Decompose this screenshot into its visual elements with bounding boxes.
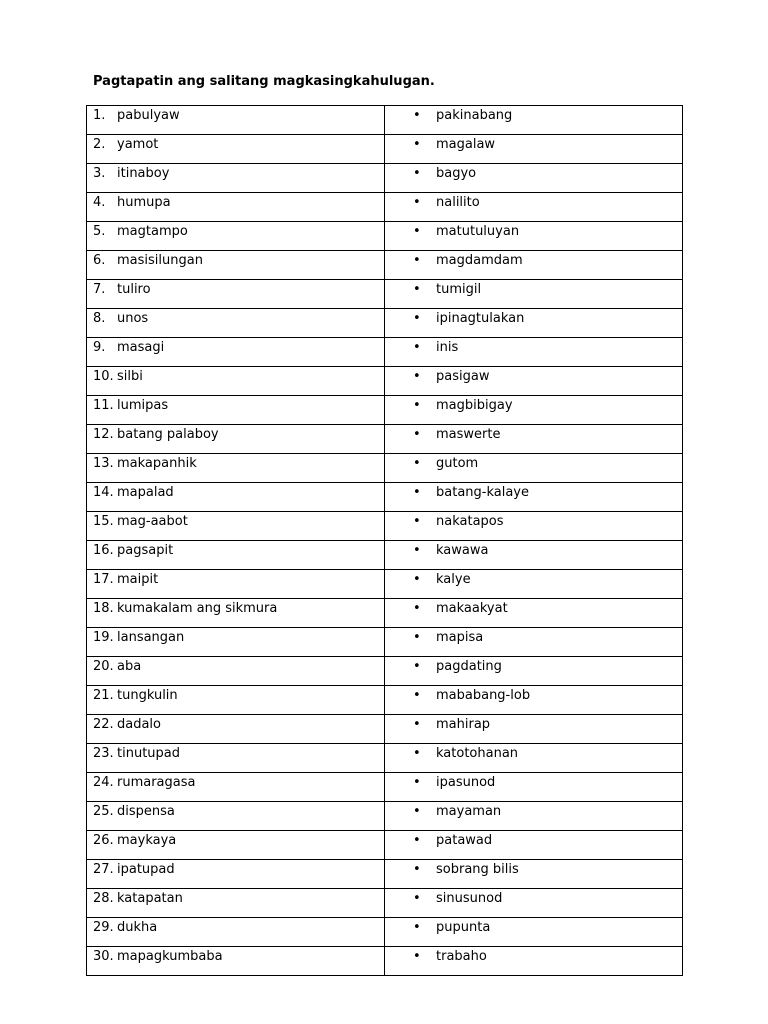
- term-text: batang palaboy: [117, 427, 219, 442]
- term-cell-content: [87, 222, 384, 240]
- match-cell-content: [385, 164, 682, 182]
- bullet-icon: •: [413, 398, 421, 413]
- term-cell-content: [87, 483, 384, 501]
- item-number: 18.: [93, 601, 114, 616]
- item-number: 14.: [93, 485, 114, 500]
- bullet-icon: •: [413, 427, 421, 442]
- match-cell: [385, 715, 683, 744]
- term-cell-content: [87, 570, 384, 588]
- term-cell-content: [87, 338, 384, 356]
- term-cell-content: [87, 860, 384, 878]
- match-cell: [385, 396, 683, 425]
- table-row: [87, 193, 683, 222]
- bullet-icon: •: [413, 456, 421, 471]
- match-cell-content: [385, 831, 682, 849]
- match-cell: [385, 744, 683, 773]
- term-cell-content: [87, 773, 384, 791]
- term-cell: [87, 541, 385, 570]
- match-cell: [385, 280, 683, 309]
- match-text: magbibigay: [436, 398, 513, 413]
- term-text: dispensa: [117, 804, 175, 819]
- match-cell-content: [385, 947, 682, 965]
- term-cell-content: [87, 309, 384, 327]
- table-row: [87, 918, 683, 947]
- item-number: 23.: [93, 746, 114, 761]
- item-number: 29.: [93, 920, 114, 935]
- term-cell: [87, 599, 385, 628]
- term-text: tinutupad: [117, 746, 180, 761]
- bullet-icon: •: [413, 195, 421, 210]
- term-cell-content: [87, 715, 384, 733]
- bullet-icon: •: [413, 166, 421, 181]
- match-cell: [385, 338, 683, 367]
- term-text: tungkulin: [117, 688, 178, 703]
- term-cell-content: [87, 164, 384, 182]
- match-cell-content: [385, 889, 682, 907]
- bullet-icon: •: [413, 224, 421, 239]
- term-cell: [87, 947, 385, 976]
- match-cell: [385, 135, 683, 164]
- item-number: 8.: [93, 311, 106, 326]
- match-cell-content: [385, 512, 682, 530]
- item-number: 4.: [93, 195, 106, 210]
- term-cell: [87, 773, 385, 802]
- bullet-icon: •: [413, 282, 421, 297]
- match-cell: [385, 193, 683, 222]
- term-text: lansangan: [117, 630, 185, 645]
- term-text: masisilungan: [117, 253, 203, 268]
- term-cell-content: [87, 135, 384, 153]
- match-cell: [385, 483, 683, 512]
- bullet-icon: •: [413, 920, 421, 935]
- item-number: 1.: [93, 108, 106, 123]
- bullet-icon: •: [413, 311, 421, 326]
- table-row: [87, 164, 683, 193]
- match-cell: [385, 106, 683, 135]
- match-cell-content: [385, 628, 682, 646]
- table-row: [87, 338, 683, 367]
- term-cell: [87, 686, 385, 715]
- term-cell: [87, 744, 385, 773]
- match-text: inis: [436, 340, 459, 355]
- term-cell: [87, 164, 385, 193]
- term-cell: [87, 280, 385, 309]
- term-text: katapatan: [117, 891, 183, 906]
- match-cell: [385, 831, 683, 860]
- table-row: [87, 454, 683, 483]
- table-row: [87, 744, 683, 773]
- match-text: batang-kalaye: [436, 485, 529, 500]
- table-row: [87, 135, 683, 164]
- item-number: 25.: [93, 804, 114, 819]
- term-cell: [87, 889, 385, 918]
- term-cell: [87, 860, 385, 889]
- match-cell-content: [385, 860, 682, 878]
- term-text: pagsapit: [117, 543, 174, 558]
- term-text: lumipas: [117, 398, 169, 413]
- match-text: pakinabang: [436, 108, 513, 123]
- match-cell: [385, 802, 683, 831]
- term-text: tuliro: [117, 282, 151, 297]
- bullet-icon: •: [413, 775, 421, 790]
- table-row: [87, 222, 683, 251]
- table-row: [87, 686, 683, 715]
- match-text: maswerte: [436, 427, 501, 442]
- bullet-icon: •: [413, 804, 421, 819]
- match-cell: [385, 541, 683, 570]
- term-text: dadalo: [117, 717, 162, 732]
- table-row: [87, 628, 683, 657]
- bullet-icon: •: [413, 862, 421, 877]
- term-cell: [87, 802, 385, 831]
- term-cell-content: [87, 541, 384, 559]
- table-row: [87, 396, 683, 425]
- term-cell-content: [87, 918, 384, 936]
- term-cell: [87, 338, 385, 367]
- term-cell: [87, 454, 385, 483]
- match-cell-content: [385, 309, 682, 327]
- match-cell: [385, 164, 683, 193]
- match-cell-content: [385, 657, 682, 675]
- bullet-icon: •: [413, 949, 421, 964]
- match-cell: [385, 773, 683, 802]
- match-cell: [385, 367, 683, 396]
- match-text: makaakyat: [436, 601, 508, 616]
- match-text: kalye: [436, 572, 471, 587]
- bullet-icon: •: [413, 601, 421, 616]
- bullet-icon: •: [413, 108, 421, 123]
- bullet-icon: •: [413, 659, 421, 674]
- match-cell-content: [385, 338, 682, 356]
- term-text: kumakalam ang sikmura: [117, 601, 278, 616]
- table-row: [87, 309, 683, 338]
- table-row: [87, 889, 683, 918]
- table-row: [87, 541, 683, 570]
- match-text: nalilito: [436, 195, 480, 210]
- term-cell: [87, 425, 385, 454]
- bullet-icon: •: [413, 717, 421, 732]
- match-cell-content: [385, 280, 682, 298]
- item-number: 12.: [93, 427, 114, 442]
- match-text: mababang-lob: [436, 688, 531, 703]
- match-cell-content: [385, 541, 682, 559]
- term-cell-content: [87, 106, 384, 124]
- term-text: rumaragasa: [117, 775, 196, 790]
- item-number: 7.: [93, 282, 106, 297]
- match-text: mahirap: [436, 717, 491, 732]
- term-cell-content: [87, 657, 384, 675]
- term-cell: [87, 309, 385, 338]
- bullet-icon: •: [413, 253, 421, 268]
- term-cell-content: [87, 193, 384, 211]
- item-number: 19.: [93, 630, 114, 645]
- match-cell-content: [385, 483, 682, 501]
- bullet-icon: •: [413, 630, 421, 645]
- term-cell: [87, 512, 385, 541]
- match-cell-content: [385, 570, 682, 588]
- match-cell: [385, 628, 683, 657]
- table-row: [87, 657, 683, 686]
- match-text: bagyo: [436, 166, 477, 181]
- term-text: makapanhik: [117, 456, 197, 471]
- match-cell: [385, 947, 683, 976]
- table-row: [87, 947, 683, 976]
- term-cell-content: [87, 512, 384, 530]
- match-cell-content: [385, 106, 682, 124]
- term-text: silbi: [117, 369, 143, 384]
- item-number: 2.: [93, 137, 106, 152]
- term-cell: [87, 657, 385, 686]
- term-text: yamot: [117, 137, 159, 152]
- match-cell-content: [385, 773, 682, 791]
- bullet-icon: •: [413, 340, 421, 355]
- table-row: [87, 425, 683, 454]
- match-text: katotohanan: [436, 746, 519, 761]
- match-text: trabaho: [436, 949, 487, 964]
- table-row: [87, 860, 683, 889]
- term-cell: [87, 193, 385, 222]
- term-text: magtampo: [117, 224, 188, 239]
- term-cell-content: [87, 831, 384, 849]
- term-cell: [87, 483, 385, 512]
- term-text: ipatupad: [117, 862, 175, 877]
- term-text: masagi: [117, 340, 165, 355]
- match-text: ipasunod: [436, 775, 496, 790]
- table-row: [87, 106, 683, 135]
- match-cell-content: [385, 802, 682, 820]
- match-cell: [385, 425, 683, 454]
- item-number: 16.: [93, 543, 114, 558]
- match-text: mayaman: [436, 804, 502, 819]
- match-cell-content: [385, 135, 682, 153]
- item-number: 10.: [93, 369, 114, 384]
- match-cell: [385, 599, 683, 628]
- match-text: ipinagtulakan: [436, 311, 525, 326]
- item-number: 15.: [93, 514, 114, 529]
- match-cell: [385, 918, 683, 947]
- term-text: maykaya: [117, 833, 177, 848]
- item-number: 21.: [93, 688, 114, 703]
- term-cell-content: [87, 744, 384, 762]
- match-cell-content: [385, 193, 682, 211]
- term-cell-content: [87, 396, 384, 414]
- term-cell-content: [87, 686, 384, 704]
- match-text: matutuluyan: [436, 224, 520, 239]
- term-cell: [87, 918, 385, 947]
- match-cell-content: [385, 396, 682, 414]
- match-text: sobrang bilis: [436, 862, 519, 877]
- match-text: sinusunod: [436, 891, 503, 906]
- match-cell: [385, 251, 683, 280]
- match-text: magdamdam: [436, 253, 523, 268]
- item-number: 6.: [93, 253, 106, 268]
- match-cell-content: [385, 744, 682, 762]
- bullet-icon: •: [413, 833, 421, 848]
- table-row: [87, 570, 683, 599]
- term-text: mag-aabot: [117, 514, 188, 529]
- bullet-icon: •: [413, 572, 421, 587]
- term-cell-content: [87, 947, 384, 965]
- matching-table: [86, 105, 683, 976]
- term-cell: [87, 570, 385, 599]
- term-cell-content: [87, 454, 384, 472]
- matching-table-body: [87, 106, 683, 976]
- match-cell-content: [385, 715, 682, 733]
- match-text: nakatapos: [436, 514, 504, 529]
- term-cell: [87, 831, 385, 860]
- match-cell-content: [385, 918, 682, 936]
- term-text: pabulyaw: [117, 108, 180, 123]
- match-text: pasigaw: [436, 369, 490, 384]
- match-cell: [385, 889, 683, 918]
- item-number: 20.: [93, 659, 114, 674]
- match-cell: [385, 309, 683, 338]
- term-cell: [87, 628, 385, 657]
- item-number: 5.: [93, 224, 106, 239]
- item-number: 13.: [93, 456, 114, 471]
- term-cell: [87, 222, 385, 251]
- term-text: humupa: [117, 195, 171, 210]
- item-number: 9.: [93, 340, 106, 355]
- table-row: [87, 280, 683, 309]
- term-cell-content: [87, 280, 384, 298]
- item-number: 26.: [93, 833, 114, 848]
- bullet-icon: •: [413, 369, 421, 384]
- match-text: kawawa: [436, 543, 489, 558]
- term-text: maipit: [117, 572, 159, 587]
- table-row: [87, 251, 683, 280]
- bullet-icon: •: [413, 746, 421, 761]
- item-number: 30.: [93, 949, 114, 964]
- term-cell-content: [87, 628, 384, 646]
- term-cell: [87, 135, 385, 164]
- match-cell: [385, 222, 683, 251]
- match-cell: [385, 657, 683, 686]
- item-number: 24.: [93, 775, 114, 790]
- instruction-heading: Pagtapatin ang salitang magkasingkahulugan.: [93, 74, 435, 89]
- item-number: 28.: [93, 891, 114, 906]
- match-text: gutom: [436, 456, 479, 471]
- bullet-icon: •: [413, 688, 421, 703]
- table-row: [87, 802, 683, 831]
- table-row: [87, 512, 683, 541]
- match-cell: [385, 512, 683, 541]
- table-row: [87, 367, 683, 396]
- match-text: patawad: [436, 833, 493, 848]
- match-cell-content: [385, 251, 682, 269]
- match-cell-content: [385, 454, 682, 472]
- table-row: [87, 773, 683, 802]
- match-cell-content: [385, 425, 682, 443]
- table-row: [87, 483, 683, 512]
- table-row: [87, 715, 683, 744]
- item-number: 27.: [93, 862, 114, 877]
- match-text: pupunta: [436, 920, 491, 935]
- match-cell: [385, 686, 683, 715]
- item-number: 22.: [93, 717, 114, 732]
- bullet-icon: •: [413, 485, 421, 500]
- match-text: magalaw: [436, 137, 496, 152]
- term-text: aba: [117, 659, 142, 674]
- term-cell-content: [87, 889, 384, 907]
- term-cell-content: [87, 599, 384, 617]
- match-text: mapisa: [436, 630, 484, 645]
- item-number: 3.: [93, 166, 106, 181]
- term-cell: [87, 396, 385, 425]
- term-cell: [87, 251, 385, 280]
- term-cell: [87, 715, 385, 744]
- bullet-icon: •: [413, 891, 421, 906]
- term-cell-content: [87, 367, 384, 385]
- term-text: dukha: [117, 920, 158, 935]
- match-cell-content: [385, 686, 682, 704]
- table-row: [87, 599, 683, 628]
- match-cell: [385, 454, 683, 483]
- bullet-icon: •: [413, 137, 421, 152]
- match-cell-content: [385, 367, 682, 385]
- item-number: 11.: [93, 398, 114, 413]
- match-cell: [385, 860, 683, 889]
- match-text: tumigil: [436, 282, 482, 297]
- term-cell: [87, 367, 385, 396]
- term-text: mapagkumbaba: [117, 949, 223, 964]
- match-text: pagdating: [436, 659, 502, 674]
- match-cell-content: [385, 599, 682, 617]
- term-text: mapalad: [117, 485, 174, 500]
- table-row: [87, 831, 683, 860]
- bullet-icon: •: [413, 543, 421, 558]
- match-cell-content: [385, 222, 682, 240]
- match-cell: [385, 570, 683, 599]
- term-text: itinaboy: [117, 166, 170, 181]
- term-cell: [87, 106, 385, 135]
- term-cell-content: [87, 425, 384, 443]
- term-text: unos: [117, 311, 149, 326]
- item-number: 17.: [93, 572, 114, 587]
- bullet-icon: •: [413, 514, 421, 529]
- term-cell-content: [87, 802, 384, 820]
- term-cell-content: [87, 251, 384, 269]
